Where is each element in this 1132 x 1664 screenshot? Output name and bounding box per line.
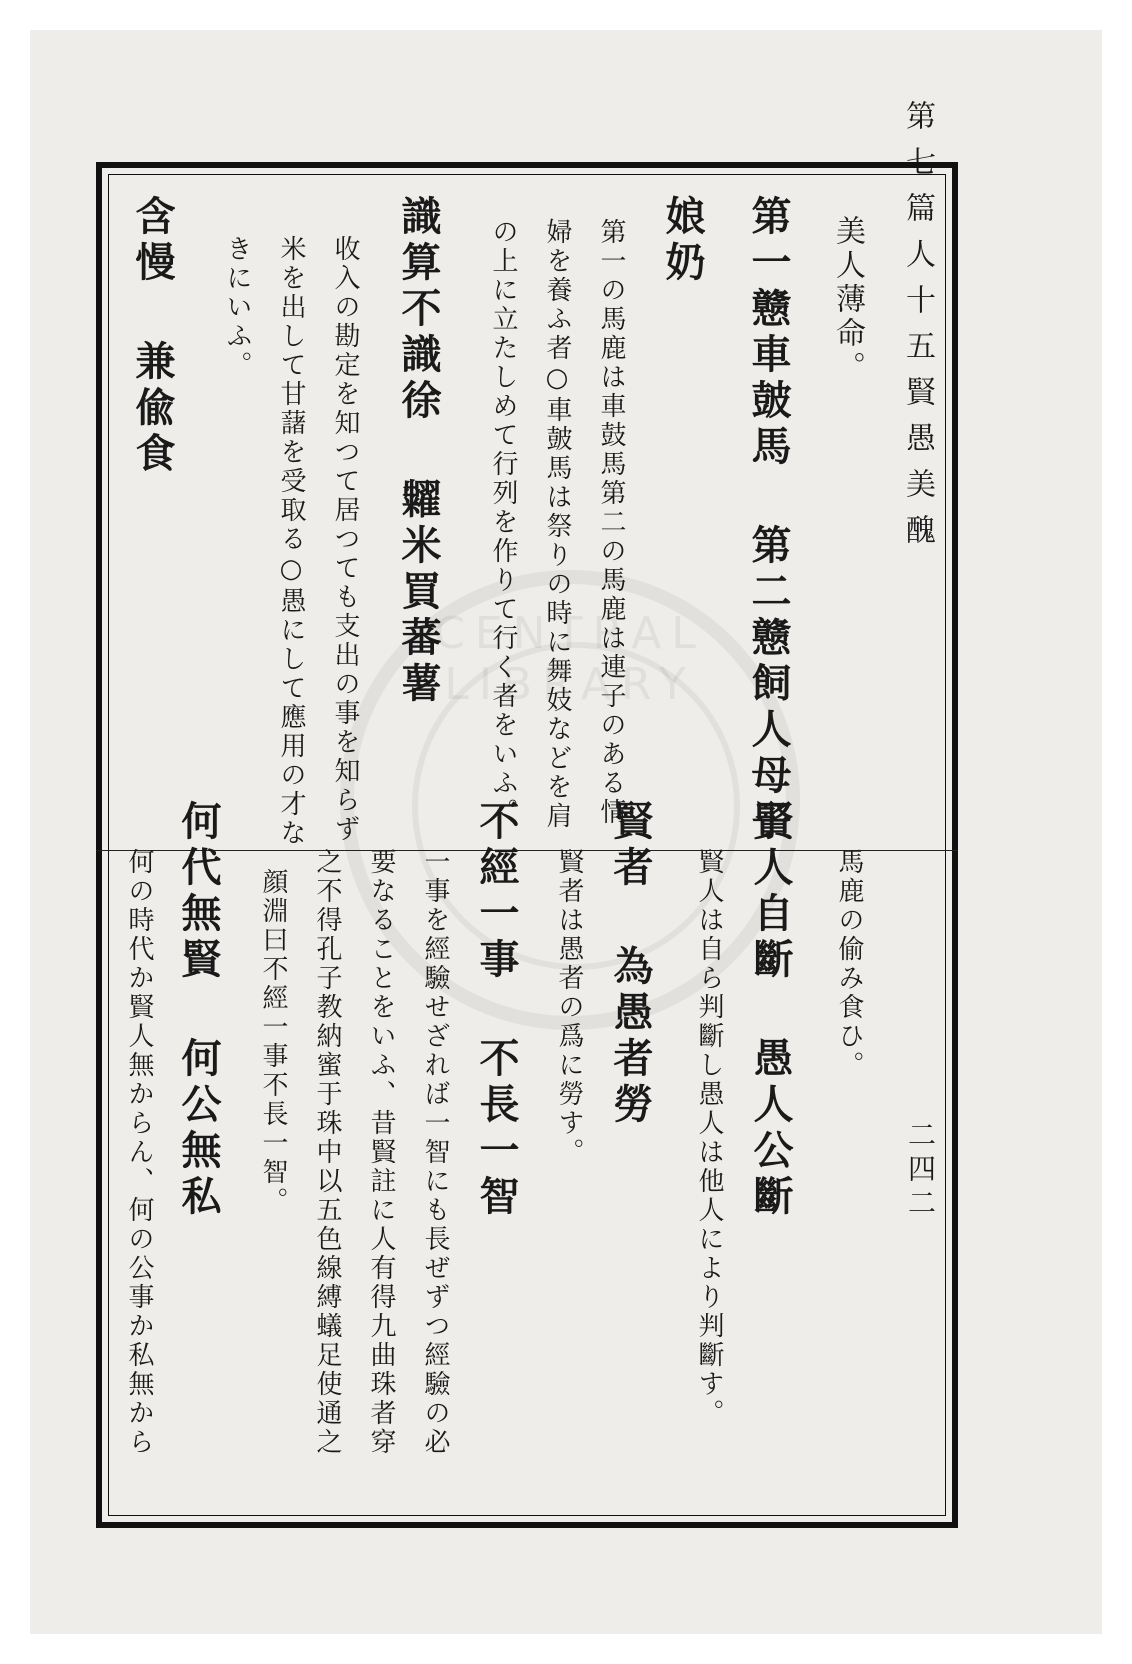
lower-col-4: 賢者 為愚者勞 xyxy=(607,800,654,1129)
scanned-page xyxy=(30,30,1102,1634)
upper-col-1: 美人薄命。 xyxy=(830,215,865,385)
upper-col-10: きにいふ。 xyxy=(222,235,252,380)
upper-col-8: 收入の勘定を知つて居つても支出の事を知らず xyxy=(330,235,360,844)
upper-col-9: 米を出して甘藷を受取る○愚にして應用の才な xyxy=(276,235,306,848)
section-divider xyxy=(96,850,958,851)
lower-col-1: 馬鹿の偷み食ひ。 xyxy=(834,848,864,1080)
lower-col-11: 何代無賢 何公無私 xyxy=(175,800,222,1221)
upper-col-5: 婦を養ふ者○車皷馬は祭りの時に舞妓などを肩 xyxy=(542,218,572,831)
lower-col-9: 之不得孔子教納蜜于珠中以五色線縛蟻足使通之 xyxy=(312,848,342,1457)
lower-col-6: 不經一事 不長一智 xyxy=(473,800,520,1221)
lower-col-7: 一事を經驗せざれば一智にも長ぜずつ經驗の必 xyxy=(420,848,450,1457)
lower-col-2: 賢人自斷 愚人公斷 xyxy=(747,800,794,1221)
upper-col-7: 識算不識徐 糶米買蕃薯 xyxy=(395,195,442,708)
page-number: 二四二 xyxy=(904,1120,937,1222)
running-head: 第七篇人十五賢愚美醜 xyxy=(900,100,935,560)
upper-col-3: 娘奶 xyxy=(659,195,706,287)
upper-col-11: 含慢 兼偸食 xyxy=(129,195,176,478)
lower-col-12: 何の時代か賢人無からん、何の公事か私無から xyxy=(124,848,154,1457)
upper-col-4: 第一の馬鹿は車鼓馬第二の馬鹿は連子のある情 xyxy=(596,218,626,827)
upper-col-6: の上に立たしめて行列を作りて行く者をいふ。 xyxy=(488,218,518,827)
lower-col-3: 賢人は自ら判斷し愚人は他人により判斷す。 xyxy=(694,848,724,1428)
lower-col-10: 顔淵曰不經一事不長一智。 xyxy=(258,868,288,1216)
lower-col-8: 要なることをいふ、昔賢註に人有得九曲珠者穿 xyxy=(366,848,396,1457)
seal-text: CENTRAL LIBRARY xyxy=(434,608,706,710)
upper-col-2: 第一戆車皷馬 第二戆飼人母子 xyxy=(745,195,792,846)
lower-col-5: 賢者は愚者の爲に勞す。 xyxy=(554,848,584,1167)
